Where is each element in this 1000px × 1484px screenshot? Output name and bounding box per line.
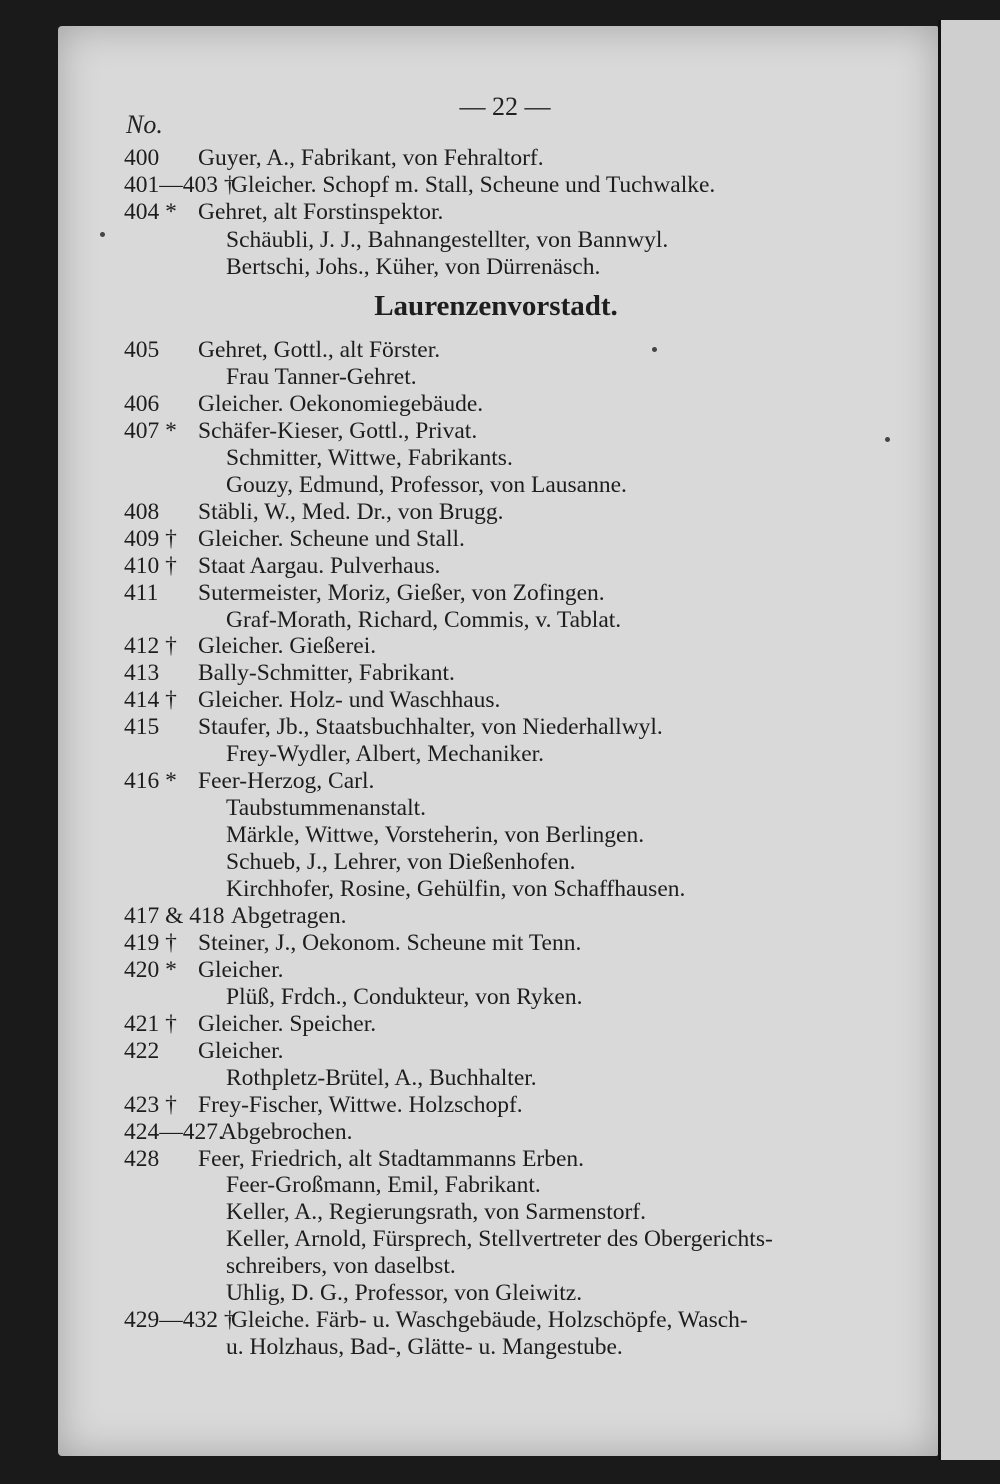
- house-number: 424—427.: [124, 1118, 224, 1145]
- house-number: 412 †: [124, 633, 177, 660]
- entry-text: Gehret, alt Forstinspektor.: [198, 199, 444, 226]
- entry-text: Guyer, A., Fabrikant, von Fehraltorf.: [198, 145, 544, 171]
- entry-text: Stäbli, W., Med. Dr., von Brugg.: [198, 498, 504, 525]
- house-number: 422: [124, 1037, 160, 1064]
- house-number: 400: [124, 145, 160, 171]
- ink-speck: [885, 437, 890, 442]
- entry-text: Frey-Wydler, Albert, Mechaniker.: [226, 741, 545, 768]
- house-number: 419 †: [124, 929, 177, 956]
- entry-text: Bertschi, Johs., Küher, von Dürrenäsch.: [226, 253, 601, 280]
- house-number: 417 & 418: [124, 902, 225, 929]
- entry-text: Staufer, Jb., Staatsbuchhalter, von Niederhallwyl.: [198, 714, 663, 741]
- entry-text: schreibers, von daselbst.: [226, 1253, 456, 1280]
- house-number: 428: [124, 1145, 160, 1172]
- house-number: 409 †: [124, 525, 177, 552]
- entry-text: Abgetragen.: [231, 902, 347, 929]
- section-title-text: Laurenzenvorstadt.: [374, 290, 618, 322]
- entry-text: Kirchhofer, Rosine, Gehülfin, von Schaffhausen.: [226, 876, 686, 902]
- entry-text: Schueb, J., Lehrer, von Dießenhofen.: [226, 849, 576, 876]
- house-number: 405: [124, 337, 160, 363]
- house-number: 408: [124, 498, 160, 525]
- entry-text: Keller, A., Regierungsrath, von Sarmenstorf.: [226, 1199, 647, 1226]
- entry-text: Plüß, Frdch., Condukteur, von Ryken.: [226, 983, 583, 1010]
- entry-text: Schmitter, Wittwe, Fabrikants.: [226, 444, 513, 471]
- entry-text: Keller, Arnold, Fürsprech, Stellvertreter des Obergerichts-: [226, 1226, 773, 1253]
- entry-text: Gouzy, Edmund, Professor, von Lausanne.: [226, 471, 627, 498]
- entry-text: Gleicher. Oekonomiegebäude.: [198, 390, 484, 417]
- ink-speck: [652, 347, 657, 352]
- entry-text: Frau Tanner-Gehret.: [226, 363, 417, 390]
- entry-text: Abgebrochen.: [220, 1118, 353, 1145]
- house-number: 429—432 †: [124, 1307, 236, 1334]
- house-number: 401—403 †: [124, 172, 236, 199]
- entry-text: Gehret, Gottl., alt Förster.: [198, 337, 441, 363]
- entry-text: u. Holzhaus, Bad-, Glätte- u. Mangestube.: [226, 1334, 623, 1361]
- entry-text: Gleicher. Gießerei.: [198, 633, 377, 660]
- entry-text: Feer, Friedrich, alt Stadtammanns Erben.: [198, 1145, 585, 1172]
- ink-speck: [100, 232, 105, 237]
- house-number: 407 *: [124, 417, 177, 444]
- entry-text: Gleicher. Schopf m. Stall, Scheune und Tuchwalke.: [231, 172, 716, 199]
- section-title: [0, 290, 1000, 323]
- entry-text: Feer-Herzog, Carl.: [198, 768, 375, 795]
- entry-text: Feer-Großmann, Emil, Fabrikant.: [226, 1172, 541, 1199]
- house-number: 406: [124, 390, 160, 417]
- entry-text: Gleicher.: [198, 956, 284, 983]
- entry-text: Frey-Fischer, Wittwe. Holzschopf.: [198, 1091, 523, 1118]
- entry-text: Märkle, Wittwe, Vorsteherin, von Berlingen.: [226, 822, 645, 849]
- entry-text: Graf-Morath, Richard, Commis, v. Tablat.: [226, 606, 622, 633]
- entry-text: Gleicher. Holz- und Waschhaus.: [198, 687, 501, 714]
- entry-text: Gleicher.: [198, 1037, 284, 1064]
- entry-text: Sutermeister, Moriz, Gießer, von Zofingen.: [198, 579, 605, 606]
- house-number: 420 *: [124, 956, 177, 983]
- page-number: — 22 —: [459, 92, 551, 121]
- entry-text: Taubstummenanstalt.: [226, 795, 427, 822]
- entry-text: Schäfer-Kieser, Gottl., Privat.: [198, 417, 478, 444]
- entry-text: Staat Aargau. Pulverhaus.: [198, 552, 441, 579]
- entry-text: Rothpletz-Brütel, A., Buchhalter.: [226, 1064, 537, 1091]
- entry-text: Schäubli, J. J., Bahnangestellter, von Bannwyl.: [226, 226, 669, 253]
- facing-page-edge: [938, 20, 1000, 1460]
- house-number: 414 †: [124, 687, 177, 714]
- house-number: 410 †: [124, 552, 177, 579]
- entry-text: Gleicher. Speicher.: [198, 1010, 377, 1037]
- house-number: 415: [124, 714, 160, 741]
- entry-text: Gleiche. Färb- u. Waschgebäude, Holzschöpfe, Wasch-: [231, 1307, 748, 1334]
- column-label: No.: [126, 110, 163, 139]
- entry-text: Bally-Schmitter, Fabrikant.: [198, 660, 455, 687]
- house-number: 413: [124, 660, 160, 687]
- house-number: 423 †: [124, 1091, 177, 1118]
- entry-text: Gleicher. Scheune und Stall.: [198, 525, 465, 552]
- house-number: 416 *: [124, 768, 177, 795]
- house-number: 421 †: [124, 1010, 177, 1037]
- house-number: 404 *: [124, 199, 177, 226]
- house-number: 411: [124, 579, 159, 606]
- entry-text: Steiner, J., Oekonom. Scheune mit Tenn.: [198, 929, 582, 956]
- entry-text: Uhlig, D. G., Professor, von Gleiwitz.: [226, 1280, 583, 1307]
